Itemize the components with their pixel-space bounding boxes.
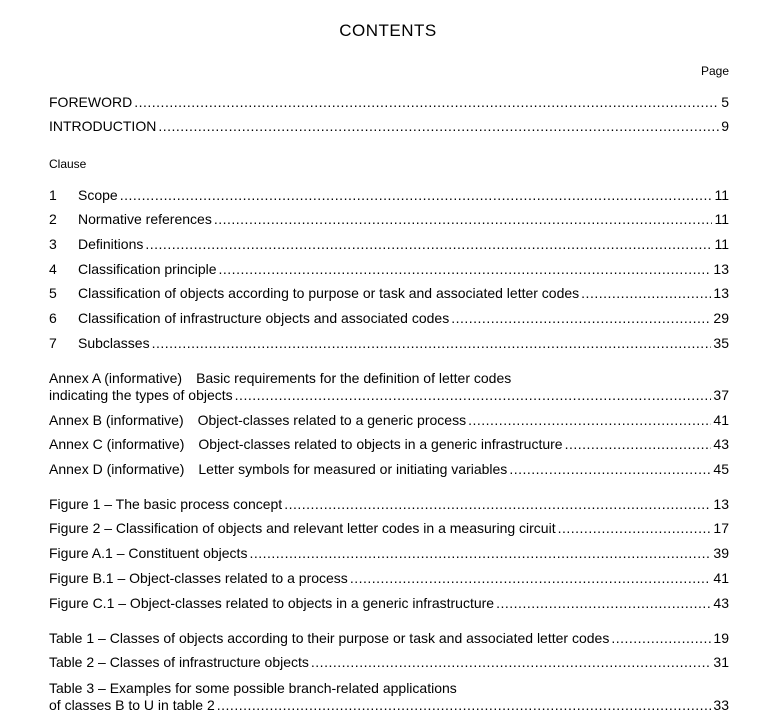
toc-entry-text: Table 3 – Examples for some possible branch-related applications (49, 680, 457, 696)
leader-dots (496, 595, 711, 612)
leader-dots (350, 570, 712, 587)
toc-entry-figure[interactable] (49, 520, 729, 537)
toc-entry-page: 43 (713, 436, 729, 452)
toc-entry-text: Classification principle (78, 261, 217, 277)
page-title: CONTENTS (339, 21, 437, 40)
toc-entry-annex[interactable] (49, 387, 729, 404)
annex-label: Annex A (informative) (49, 370, 183, 386)
toc-entry-page: 41 (713, 412, 729, 428)
toc-entry-text: INTRODUCTION (49, 118, 157, 134)
annex-label: Annex B (informative) (49, 412, 184, 428)
toc-entry-page: 43 (713, 595, 729, 611)
toc-entry-page: 5 (721, 94, 729, 110)
toc-entry-text: Figure 1 – The basic process concept (49, 496, 283, 512)
toc-entry-text: Figure 2 – Classification of objects and relevant letter codes in a measuring circuit (49, 520, 556, 536)
toc-entry-figure[interactable] (49, 496, 729, 513)
clause-number: 7 (49, 335, 57, 351)
toc-entry-introduction[interactable] (49, 118, 729, 135)
toc-entry-text: of classes B to U in table 2 (49, 697, 215, 713)
leader-dots (120, 187, 713, 204)
toc-entry-text: Object-classes related to objects in a generic infrastructure (198, 436, 563, 452)
toc-entry-page: 31 (713, 654, 729, 670)
toc-entry-text: Classification of infrastructure objects and associated codes (78, 310, 450, 326)
toc-entry-text: Figure C.1 – Object-classes related to objects in a generic infrastructure (49, 595, 495, 611)
clause-number: 6 (49, 310, 57, 326)
toc-entry-text: Scope (78, 187, 118, 203)
toc-entry-text: Subclasses (78, 335, 150, 351)
toc-entry-page: 35 (713, 335, 729, 351)
toc-entry-clause[interactable] (49, 261, 729, 278)
clause-number: 1 (49, 187, 57, 203)
toc-entry-text: Figure A.1 – Constituent objects (49, 545, 248, 561)
toc-entry-text: Table 2 – Classes of infrastructure objects (49, 654, 309, 670)
leader-dots (311, 654, 712, 671)
toc-entry-figure[interactable] (49, 570, 729, 587)
toc-entry-page: 11 (714, 236, 729, 252)
toc-entry-annex-line1[interactable] (49, 370, 511, 387)
leader-dots (145, 236, 712, 253)
leader-dots (468, 412, 711, 429)
toc-entry-page: 17 (713, 520, 729, 536)
leader-dots (152, 335, 712, 352)
clause-number: 4 (49, 261, 57, 277)
clause-number: 5 (49, 285, 57, 301)
clause-number: 2 (49, 211, 57, 227)
toc-entry-annex[interactable] (49, 412, 729, 429)
toc-entry-text: Classification of objects according to purpose or task and associated letter codes (78, 285, 580, 301)
annex-label: Annex C (informative) (49, 436, 185, 452)
toc-entry-page: 45 (713, 461, 729, 477)
annex-label: Annex D (informative) (49, 461, 185, 477)
toc-entry-figure[interactable] (49, 545, 729, 562)
toc-entry-text: Definitions (78, 236, 144, 252)
toc-entry-clause[interactable] (49, 335, 729, 352)
toc-entry-text: FOREWORD (49, 94, 133, 110)
leader-dots (611, 630, 711, 647)
toc-entry-page: 39 (713, 545, 729, 561)
clause-number: 3 (49, 236, 57, 252)
toc-entry-clause[interactable] (49, 187, 729, 204)
page-column-label: Page (700, 64, 729, 78)
toc-entry-page: 33 (713, 697, 729, 713)
toc-entry-text: Object-classes related to a generic process (197, 412, 467, 428)
leader-dots (158, 118, 719, 135)
toc-entry-table-line1[interactable] (49, 680, 457, 697)
toc-entry-annex[interactable] (49, 461, 729, 478)
toc-entry-text: indicating the types of objects (49, 387, 233, 403)
toc-entry-page: 13 (713, 285, 729, 301)
toc-entry-page: 37 (713, 387, 729, 403)
toc-entry-page: 19 (713, 630, 729, 646)
toc-entry-text: Figure B.1 – Object-classes related to a process (49, 570, 348, 586)
toc-entry-clause[interactable] (49, 310, 729, 327)
toc-entry-clause[interactable] (49, 211, 729, 228)
toc-entry-page: 13 (713, 261, 729, 277)
toc-entry-text: Letter symbols for measured or initiating variables (198, 461, 508, 477)
leader-dots (565, 436, 712, 453)
toc-entry-clause[interactable] (49, 236, 729, 253)
leader-dots (581, 285, 711, 302)
toc-entry-figure[interactable] (49, 595, 729, 612)
leader-dots (451, 310, 711, 327)
leader-dots (284, 496, 711, 513)
toc-entry-table[interactable] (49, 654, 729, 671)
toc-entry-text: Table 1 – Classes of objects according to their purpose or task and associated letter codes (49, 630, 610, 646)
leader-dots (509, 461, 711, 478)
toc-entry-page: 9 (721, 118, 729, 134)
toc-entry-text: Basic requirements for the definition of letter codes (196, 370, 512, 386)
leader-dots (217, 697, 712, 714)
toc-entry-page: 13 (713, 496, 729, 512)
toc-entry-table[interactable] (49, 697, 729, 714)
toc-entry-page: 11 (714, 211, 729, 227)
clause-column-label: Clause (49, 157, 87, 171)
toc-entry-table[interactable] (49, 630, 729, 647)
toc-entry-foreword[interactable] (49, 94, 729, 111)
leader-dots (235, 387, 712, 404)
toc-entry-annex[interactable] (49, 436, 729, 453)
toc-entry-clause[interactable] (49, 285, 729, 302)
leader-dots (249, 545, 711, 562)
toc-entry-page: 29 (713, 310, 729, 326)
leader-dots (214, 211, 713, 228)
toc-entry-page: 41 (713, 570, 729, 586)
leader-dots (219, 261, 712, 278)
toc-entry-text: Normative references (78, 211, 212, 227)
leader-dots (134, 94, 719, 111)
leader-dots (558, 520, 712, 537)
toc-entry-page: 11 (714, 187, 729, 203)
